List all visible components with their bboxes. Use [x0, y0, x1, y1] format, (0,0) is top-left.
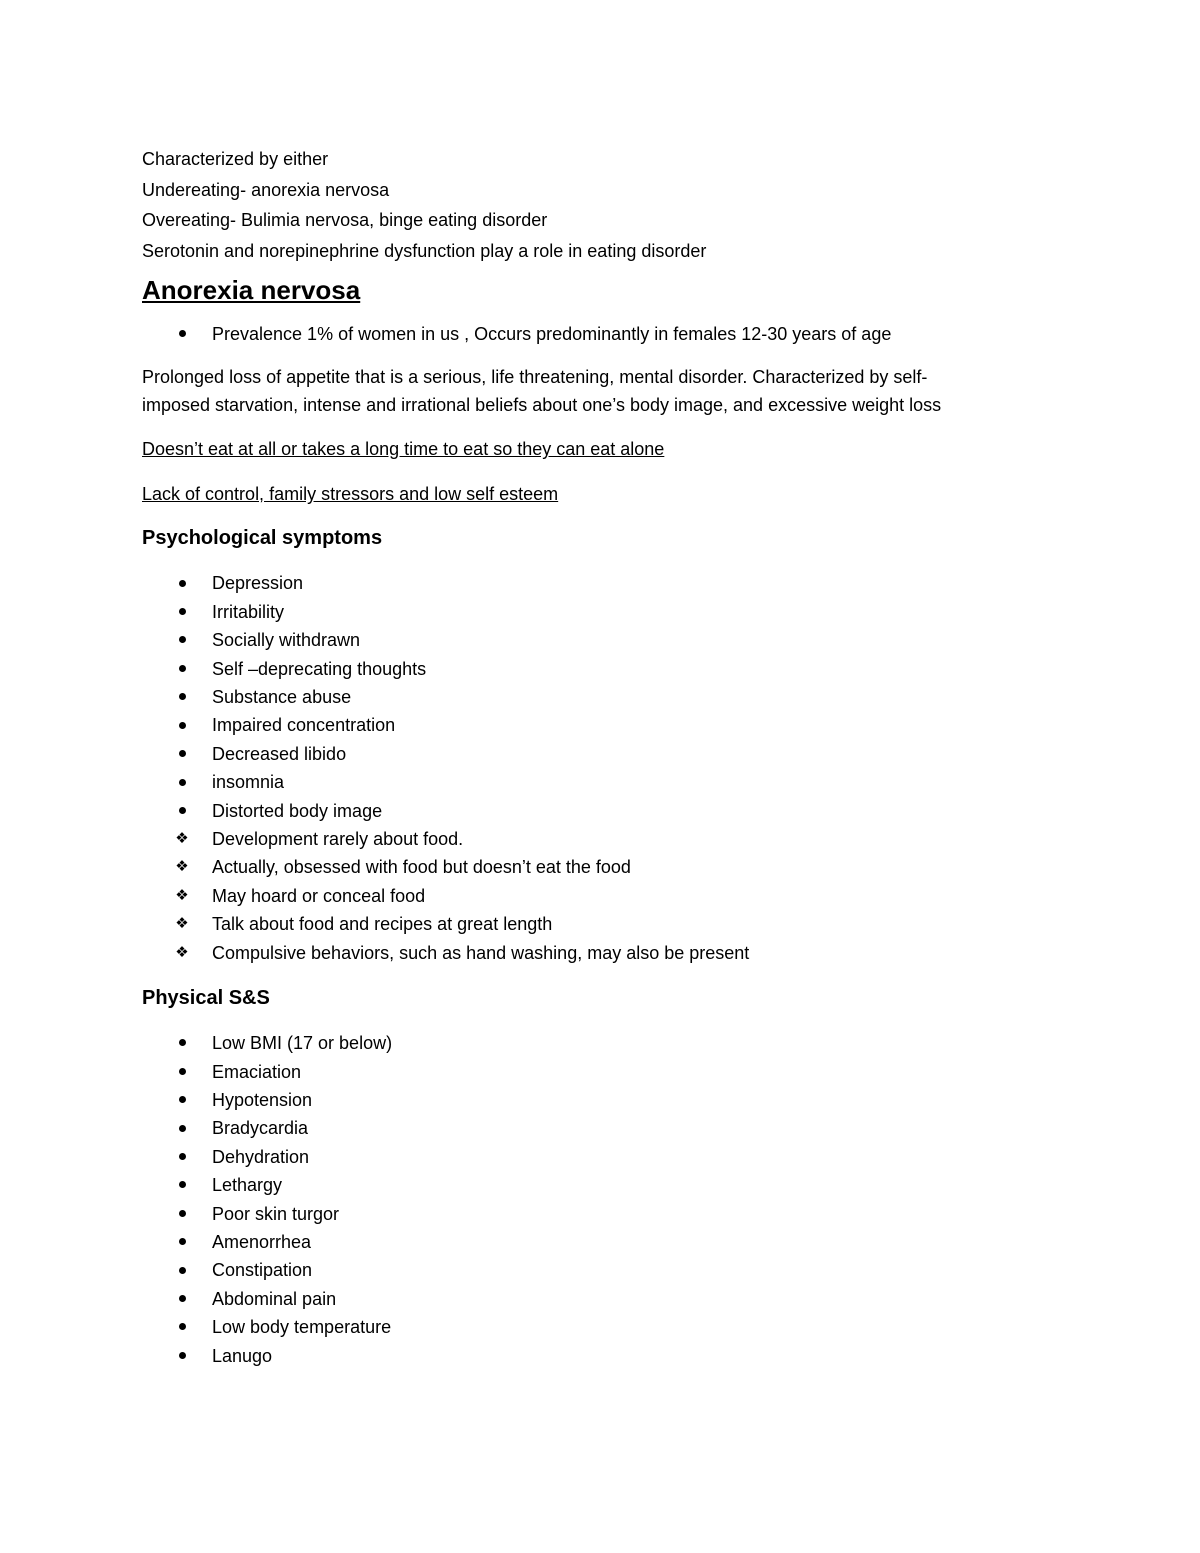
bullet-dot-icon [172, 1143, 192, 1171]
list-item [142, 1256, 1062, 1284]
list-item [142, 1114, 1062, 1142]
physical-heading: Physical S&S [142, 987, 270, 1010]
psychological-symptoms-list [142, 569, 1062, 967]
list-item-text: Emaciation [212, 1061, 302, 1082]
list-item [142, 1143, 1062, 1171]
bullet-diamond-icon: ❖ [175, 915, 189, 933]
document-body [142, 144, 1062, 1370]
list-item-text: Abdominal pain [212, 1288, 337, 1309]
list-item-text: Socially withdrawn [212, 630, 361, 651]
bullet-dot-icon [172, 1086, 192, 1114]
bullet-dot-icon [172, 1171, 192, 1199]
intro-line: Serotonin and norepinephrine dysfunction play a role in eating disorder [142, 240, 707, 261]
list-item [142, 598, 1062, 626]
list-item [142, 1228, 1062, 1256]
list-item [142, 1200, 1062, 1228]
anorexia-heading: Anorexia nervosa [142, 275, 361, 305]
list-item-text: Decreased libido [212, 743, 347, 764]
bullet-dot-icon [172, 1200, 192, 1228]
intro-line: Overeating- Bulimia nervosa, binge eating disorder [142, 210, 548, 230]
bullet-dot-icon [172, 1114, 192, 1142]
note-eating-behavior: Doesn’t eat at all or takes a long time to eat so they can eat alone [142, 439, 665, 460]
list-item-text: Constipation [212, 1260, 313, 1281]
list-item-text: Depression [212, 573, 304, 594]
psychological-heading: Psychological symptoms [142, 527, 383, 550]
bullet-dot-icon [172, 569, 192, 597]
list-item-text: insomnia [212, 772, 285, 793]
list-item [142, 1029, 1062, 1057]
list-item [142, 569, 1062, 597]
bullet-dot-icon [172, 598, 192, 626]
note-causes: Lack of control, family stressors and low self esteem [142, 484, 559, 505]
list-item [142, 768, 1062, 796]
description-line: imposed starvation, intense and irrational beliefs about one’s body image, and excessive weight loss [142, 395, 942, 416]
list-item-text: Bradycardia [212, 1118, 309, 1139]
description-block [142, 363, 1062, 419]
bullet-dot-icon [172, 683, 192, 711]
list-item-text: Poor skin turgor [212, 1203, 340, 1224]
bullet-dot-icon [172, 1313, 192, 1341]
bullet-diamond-icon: ❖ [175, 858, 189, 876]
list-item-text: Low BMI (17 or below) [212, 1033, 393, 1054]
physical-symptoms-list [142, 1029, 1062, 1370]
list-item [142, 626, 1062, 654]
list-item [142, 683, 1062, 711]
list-item-text: Hypotension [212, 1089, 313, 1110]
list-item [142, 797, 1062, 825]
list-item-text: Lethargy [212, 1175, 283, 1196]
bullet-diamond-icon: ❖ [175, 943, 189, 961]
list-item-text: Distorted body image [212, 800, 383, 821]
list-item [142, 655, 1062, 683]
bullet-dot-icon [172, 1285, 192, 1313]
list-item [142, 825, 1062, 853]
list-item [142, 939, 1062, 967]
list-item [142, 1342, 1062, 1370]
list-item-text: Irritability [212, 601, 285, 622]
bullet-dot-icon [172, 1058, 192, 1086]
bullet-dot-icon [172, 768, 192, 796]
bullet-dot-icon [172, 626, 192, 654]
list-item [142, 740, 1062, 768]
list-item-text: Development rarely about food. [212, 829, 464, 850]
list-item [142, 1086, 1062, 1114]
prevalence-list [142, 320, 1062, 348]
list-item [142, 853, 1062, 881]
bullet-dot-icon [172, 711, 192, 739]
bullet-dot-icon [172, 655, 192, 683]
bullet-dot-icon [172, 1342, 192, 1370]
bullet-diamond-icon: ❖ [175, 886, 189, 904]
description-line: Prolonged loss of appetite that is a serious, life threatening, mental disorder. Characterized by self- [142, 367, 928, 388]
list-item [142, 1171, 1062, 1199]
list-item-text: Substance abuse [212, 687, 352, 708]
list-item [142, 882, 1062, 910]
list-item-text: Low body temperature [212, 1317, 392, 1338]
list-item [142, 1285, 1062, 1313]
bullet-dot-icon [172, 320, 192, 348]
list-item [142, 910, 1062, 938]
list-item-text: Compulsive behaviors, such as hand washing, may also be present [212, 942, 750, 963]
list-item-text: Actually, obsessed with food but doesn’t eat the food [212, 857, 631, 878]
intro-line: Characterized by either [142, 149, 329, 169]
list-item [142, 1058, 1062, 1086]
bullet-dot-icon [172, 1228, 192, 1256]
bullet-dot-icon [172, 1256, 192, 1284]
list-item [142, 320, 1062, 348]
list-item-text: Prevalence 1% of women in us , Occurs predominantly in females 12-30 years of age [212, 324, 892, 344]
list-item-text: Self –deprecating thoughts [212, 658, 427, 679]
bullet-dot-icon [172, 1029, 192, 1057]
bullet-diamond-icon: ❖ [175, 830, 189, 848]
list-item-text: May hoard or conceal food [212, 885, 426, 906]
bullet-dot-icon [172, 797, 192, 825]
list-item [142, 711, 1062, 739]
list-item-text: Impaired concentration [212, 715, 396, 736]
list-item [142, 1313, 1062, 1341]
list-item-text: Lanugo [212, 1345, 273, 1366]
bullet-dot-icon [172, 740, 192, 768]
list-item-text: Dehydration [212, 1146, 310, 1167]
intro-section [142, 144, 1062, 266]
list-item-text: Talk about food and recipes at great length [212, 914, 553, 935]
list-item-text: Amenorrhea [212, 1231, 312, 1252]
intro-line: Undereating- anorexia nervosa [142, 179, 390, 200]
